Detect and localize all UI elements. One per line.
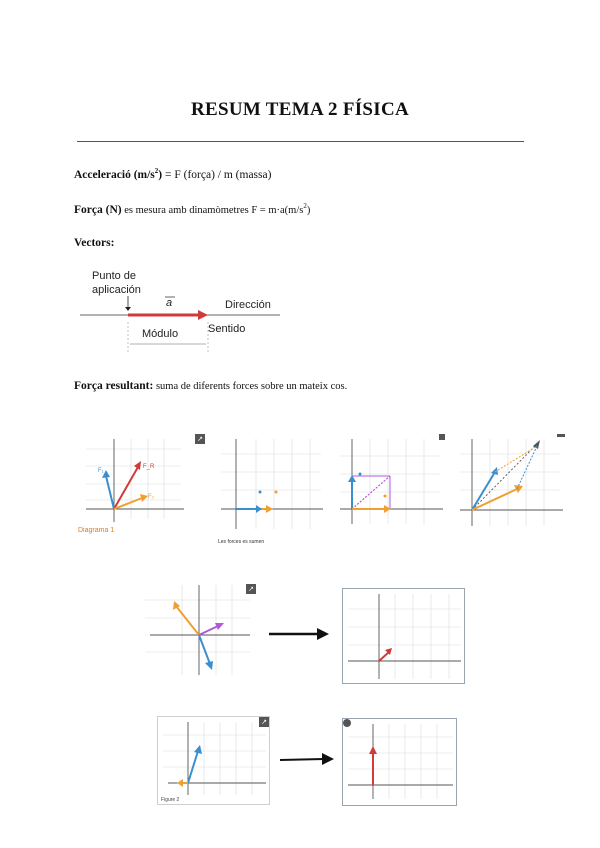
diagram-2-blue-head <box>256 505 262 513</box>
diagram-2-orange-head <box>266 505 273 513</box>
sense-label: Sentido <box>208 323 246 335</box>
diagram-7-orange-head <box>177 779 183 787</box>
diagram-7 <box>157 716 270 805</box>
diagram-3-graph <box>335 434 445 529</box>
diagram-3-purple-vector <box>352 476 390 509</box>
diagram-7-caption: Figure 2 <box>161 797 180 803</box>
point-label-2: aplicación <box>92 284 141 296</box>
diagram-1-caption: Diagrama 1 <box>78 527 115 534</box>
diagram-8-settings-icon[interactable] <box>343 719 351 727</box>
diagram-5-blue-head <box>205 661 213 670</box>
diagram-7-blue-head <box>194 745 202 754</box>
diagram-1-f2-label: F₂ <box>148 494 154 500</box>
acceleration-formula: = F (força) / m (massa) <box>162 168 272 181</box>
diagram-8 <box>342 718 457 806</box>
title-divider <box>77 141 524 142</box>
diagram-2-caption: Les forces es sumen <box>218 539 265 545</box>
diagram-3-orange-dot <box>384 495 387 498</box>
diagram-5-graph <box>140 580 256 679</box>
diagram-7-graph <box>158 717 269 804</box>
diagram-1-red-vector <box>114 467 138 509</box>
diagram-1-grid <box>86 439 181 519</box>
diagram-5-purple-vector <box>199 626 218 635</box>
resultant-line <box>74 380 347 392</box>
diagram-5-blue-vector <box>199 635 210 664</box>
diagram-4-graph <box>455 434 565 531</box>
acceleration-sup: 2 <box>154 167 159 175</box>
diagram-1-blue-vector <box>106 476 114 509</box>
diagram-3-corner-icon[interactable] <box>439 434 445 440</box>
transform-arrow-1 <box>267 626 331 642</box>
diagram-8-red-head <box>369 746 377 754</box>
diagram-6 <box>342 588 465 684</box>
diagram-7-expand-icon[interactable]: ↗ <box>259 717 269 727</box>
acceleration-label: Acceleració (m/s <box>74 168 155 181</box>
diagram-6-graph <box>343 589 464 683</box>
diagram-2-graph <box>216 434 325 546</box>
force-description: es mesura amb dinamòmetres F = m·a(m/s <box>121 204 304 216</box>
point-pointer-head <box>125 307 131 311</box>
vector-diagram <box>80 262 280 358</box>
diagram-8-graph <box>343 719 456 805</box>
force-label: Força (N) <box>74 203 122 216</box>
page-title: RESUM TEMA 2 FÍSICA <box>190 99 410 120</box>
diagram-4 <box>455 434 565 531</box>
expand-icon[interactable]: ↗ <box>195 434 205 444</box>
force-line <box>74 202 310 216</box>
diagram-1-fr-label: F_R <box>143 464 155 470</box>
diagram-4-blue-dashed <box>517 446 537 489</box>
diagram-1-graph <box>76 434 205 538</box>
point-label-1: Punto de <box>92 270 137 282</box>
diagram-1-f1-label: F₁ <box>98 468 104 474</box>
transform-arrow-2 <box>278 751 336 767</box>
diagram-3-blue-dot <box>359 473 362 476</box>
diagram-1-orange-head <box>140 494 148 502</box>
resultant-label: Força resultant: <box>74 380 154 392</box>
diagram-5 <box>140 580 256 679</box>
vector-arrow-head <box>198 310 208 320</box>
diagram-5-orange-vector <box>176 606 199 635</box>
acceleration-label-end: ) <box>158 168 163 181</box>
module-label: Módulo <box>142 328 179 340</box>
diagram-2 <box>216 434 325 546</box>
vectors-line <box>74 237 114 249</box>
diagram-4-blue-head <box>491 467 498 475</box>
acceleration-line <box>74 167 271 181</box>
direction-label: Dirección <box>225 299 271 311</box>
diagram-3 <box>335 434 445 529</box>
diagram-6-red-vector <box>379 652 389 661</box>
force-end: ) <box>306 204 311 216</box>
diagram-1 <box>76 434 205 538</box>
diagram-2-blue-dot <box>259 491 262 494</box>
diagram-4-corner-icon[interactable] <box>557 434 565 437</box>
vectors-label: Vectors: <box>74 237 115 249</box>
vector-symbol: a <box>166 297 173 309</box>
force-sup: 2 <box>303 202 307 210</box>
resultant-description: suma de diferents forces sobre un mateix cos. <box>153 381 348 392</box>
diagram-5-expand-icon[interactable]: ↗ <box>246 584 256 594</box>
diagram-2-orange-dot <box>275 491 278 494</box>
